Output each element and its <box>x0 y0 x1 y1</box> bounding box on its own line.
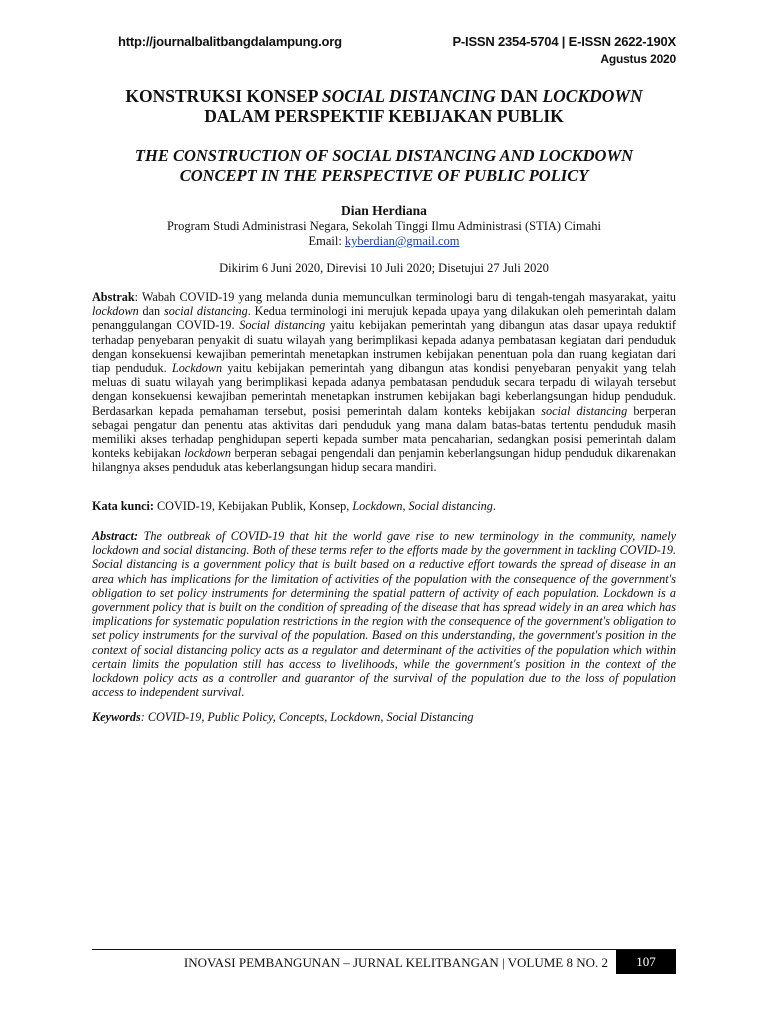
issn-text: P-ISSN 2354-5704 | E-ISSN 2622-190X <box>452 34 676 49</box>
issue-date: Agustus 2020 <box>600 52 676 66</box>
author-affiliation: Program Studi Administrasi Negara, Sekolah Tinggi Ilmu Administrasi (STIA) Cimahi <box>166 219 601 233</box>
title-english: THE CONSTRUCTION OF SOCIAL DISTANCING AND LOCKDOWN CONCEPT IN THE PERSPECTIVE OF PUBLIC POLICY <box>134 146 634 185</box>
author-email-line: Email: kyberdian@gmail.com <box>308 234 460 248</box>
abstract-indonesian: Abstrak: Wabah COVID-19 yang melanda dunia memunculkan terminologi baru di tengah-tengah masyarakat, yaitu lockdown dan social distancing. Kedua terminologi ini merujuk kepada upaya yang dilakukan oleh pemerintah dalam penanggulangan COVID-19. Social distancing yaitu kebijakan pemerintah yang dibangun atas dasar upaya reduktif terhadap penyebaran penyakit di suatu wilayah yang berimplikasi kepada adanya pembatasan kegiatan dari penduduk dengan konsekuensi kewajiban pemerintah menetapkan instrumen kebijakan penentuan pola dan ruang kegiatan dari tiap penduduk. Lockdown yaitu kebijakan pemerintah yang dibangun atas kondisi penyebaran penyakit yang telah meluas di suatu wilayah yang berimplikasi kepada adanya pembatasan penduduk secara terpadu di wilayah tersebut dengan konsekuensi kewajiban pemerintah menetapkan instrumen kebijakan bagi keberlangsungan hidup penduduk. Berdasarkan kepada pemahaman tersebut, posisi pemerintah dalam konteks kebijakan social distancing berperan sebagai pengatur dan penentu atas aktivitas dari penduduk yang mana dalam batas-batas tertentu penduduk masih memiliki akses terhadap penghidupan seperti kepada sumber mata pencaharian, sedangkan posisi pemerintah dalam konteks kebijakan lockdown berperan sebagai pengendali dan penjamin keberlangsungan hidup penduduk dikarenakan hilangnya akses penduduk atas keberlangsungan hidup secara mandiri. <box>92 290 676 475</box>
title-indonesian: KONSTRUKSI KONSEP SOCIAL DISTANCING DAN LOCKDOWN DALAM PERSPEKTIF KEBIJAKAN PUBLIK <box>125 86 643 126</box>
page-number: 107 <box>616 950 676 974</box>
abstract-english: Abstract: The outbreak of COVID-19 that hit the world gave rise to new terminology in the community, namely lockdown and social distancing. Both of these terms refer to the efforts made by the government in tackling COVID-19. Social distancing is a government policy that is built based on a reductive effort towards the spread of disease in an area which has implications for the limitation of activities of the population with the consequence of the government's obligation to set policy instruments for determining the spatial pattern of activity of each population. Lockdown is a government policy that is built on the condition of spreading of the disease that has spread widely in an area which has implications for systematic population restrictions in the region with the consequence of the government's obligation to set policy instruments for the survival of the population. Based on this understanding, the government's position in the context of social distancing policy acts as a regulator and determinant of the activities of the population which within certain limits the population still has access to livelihoods, while the government's position in the context of the lockdown policy acts as a controller and guarantor of the survival of the population due to the loss of population access to independent survival. <box>92 529 676 700</box>
footer-rule <box>92 949 676 950</box>
keywords-indonesian: Kata kunci: COVID-19, Kebijakan Publik, Konsep, Lockdown, Social distancing. <box>92 499 496 513</box>
submission-dates: Dikirim 6 Juni 2020, Direvisi 10 Juli 2020; Disetujui 27 Juli 2020 <box>219 261 549 275</box>
author-email-link[interactable]: kyberdian@gmail.com <box>344 234 460 248</box>
keywords-english: Keywords: COVID-19, Public Policy, Concepts, Lockdown, Social Distancing <box>92 710 474 724</box>
journal-url[interactable]: http://journalbalitbangdalampung.org <box>118 34 342 49</box>
footer-journal: INOVASI PEMBANGUNAN – JURNAL KELITBANGAN | VOLUME 8 NO. 2 <box>183 955 608 970</box>
author-name: Dian Herdiana <box>341 203 427 218</box>
